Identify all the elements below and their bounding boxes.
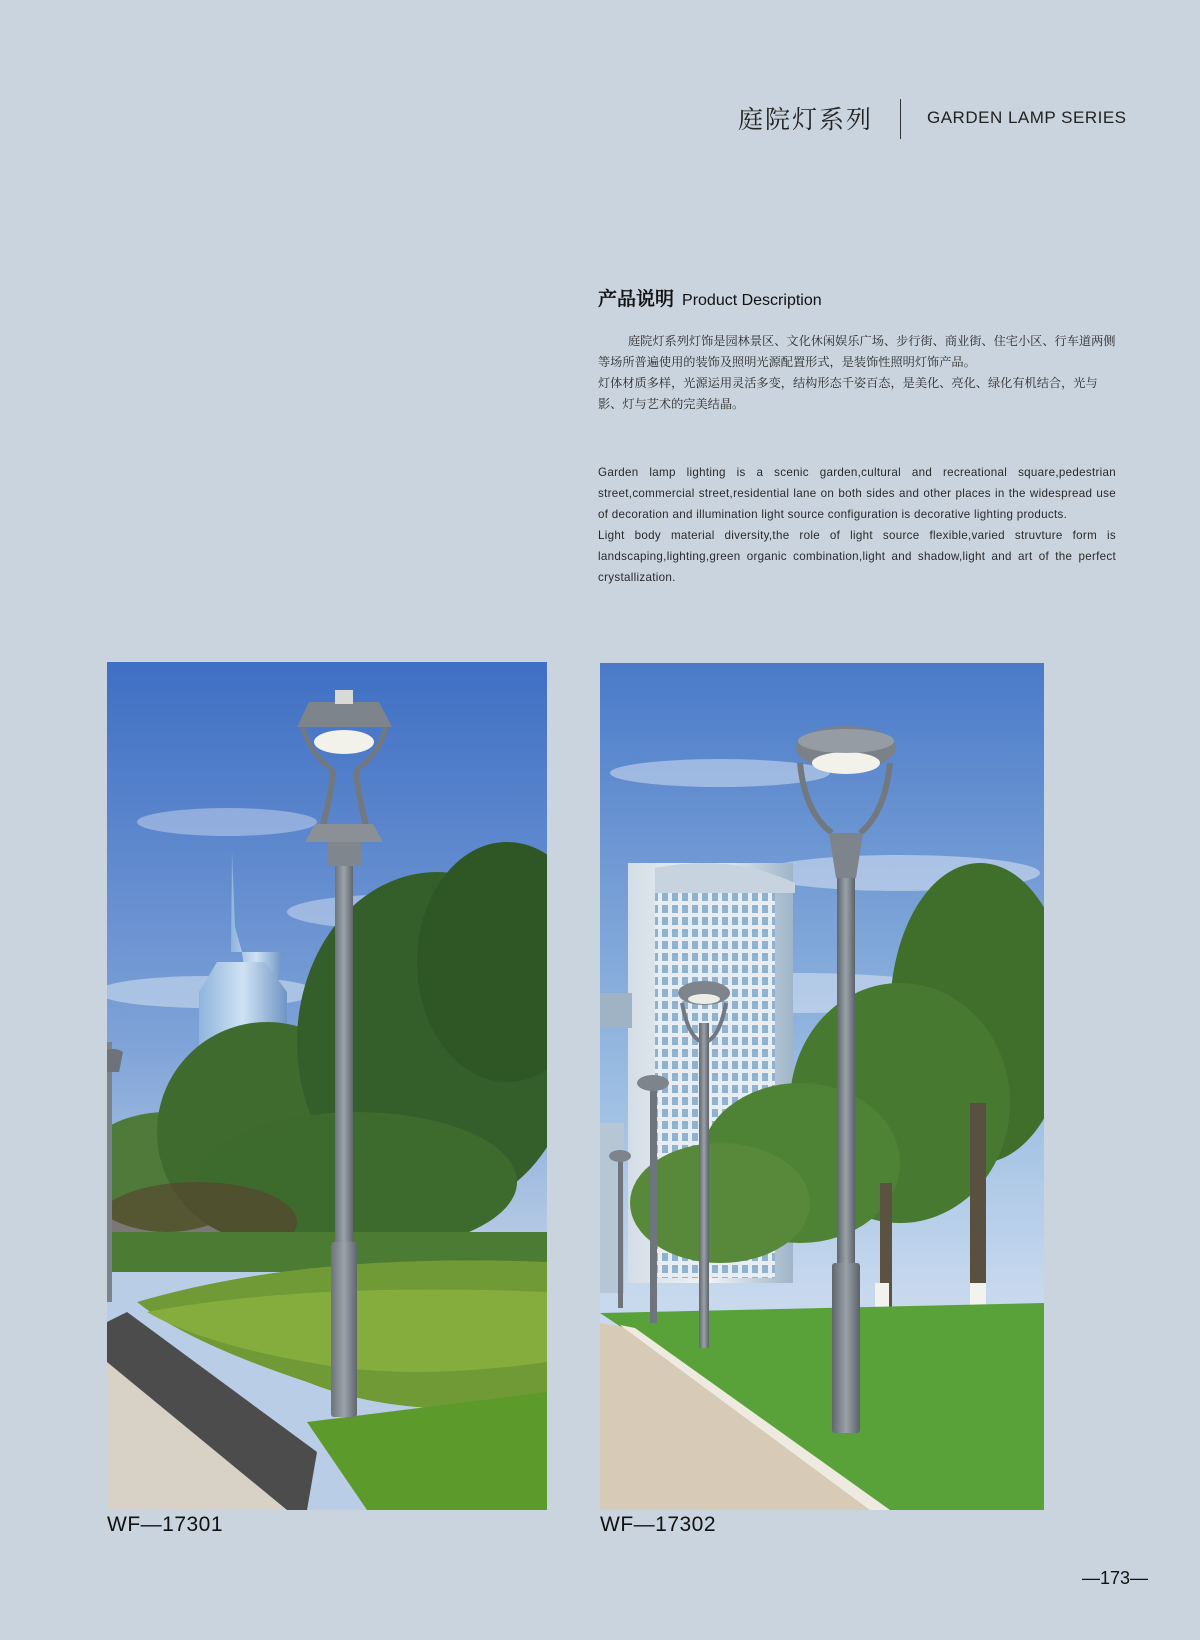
- series-title-cn: 庭院灯系列: [738, 105, 874, 134]
- description-cn-paragraph: 灯体材质多样，光源运用灵活多变，结构形态千姿百态，是美化、亮化、绿化有机结合，光与影、灯与艺术的完美结晶。: [598, 376, 1098, 411]
- product-model-label: WF—17302: [600, 1513, 717, 1536]
- product-photo-wf17301: [107, 662, 547, 1510]
- park-scene-illustration: [600, 663, 1044, 1510]
- description-cn-paragraph: 庭院灯系列灯饰是园林景区、文化休闲娱乐广场、步行街、商业街、住宅小区、行车道两侧等场所普遍使用的装饰及照明光源配置形式，是装饰性照明灯饰产品。: [598, 334, 1116, 369]
- header-divider: [900, 99, 901, 139]
- product-model-label: WF—17301: [107, 1513, 224, 1536]
- product-description-heading: [598, 284, 822, 311]
- series-title-en: GARDEN LAMP SERIES: [927, 108, 1127, 127]
- product-photo-wf17302: [600, 663, 1044, 1510]
- heading-en: Product Description: [682, 292, 822, 309]
- heading-cn: 产品说明: [598, 288, 675, 310]
- garden-scene-illustration: [107, 662, 547, 1510]
- page-number: —173—: [1082, 1568, 1149, 1588]
- description-en: [598, 462, 1116, 588]
- description-cn: [598, 331, 1116, 415]
- description-en-paragraph: Light body material diversity,the role of light source flexible,varied struvture form is landscaping,lighting,green organic combination,light and shadow,light and art of the perfect crystallization.: [598, 529, 1116, 584]
- description-en-paragraph: Garden lamp lighting is a scenic garden,cultural and recreational square,pedestrian street,commercial street,residential lane on both sides and other places in the widespread use of decoration and illumination light source configuration is decorative lighting products.: [598, 466, 1116, 521]
